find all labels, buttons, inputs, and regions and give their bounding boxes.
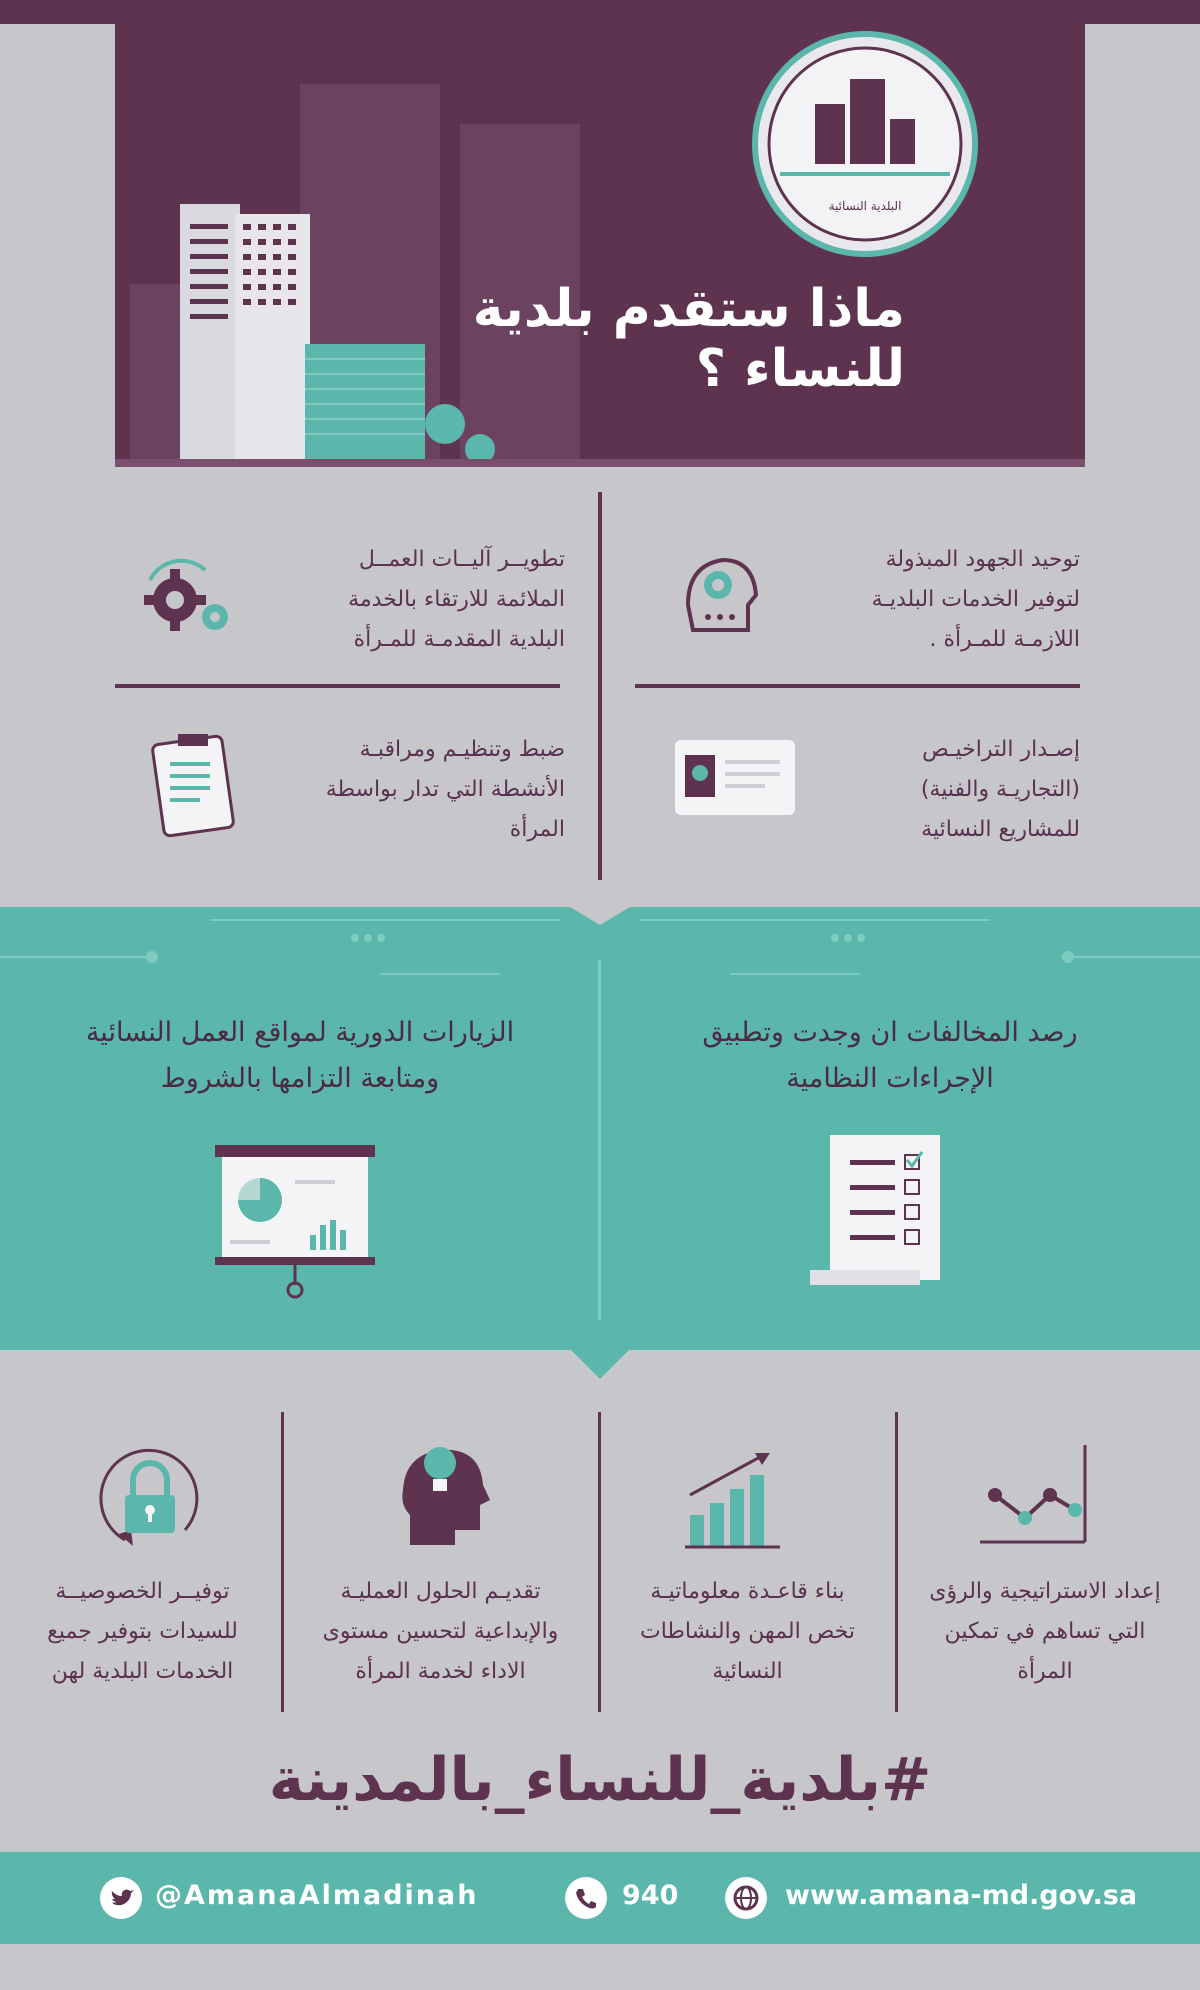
bottom-item-privacy: توفيــر الخصوصيــة للسيدات بتوفير جميع الخدمات البلدية لهن <box>47 1579 238 1684</box>
hero-banner <box>115 24 1085 467</box>
grid-item-regulate-activities: ضبط وتنظيـم ومراقبـة الأنشطة التي تدار بواسطة المرأة <box>325 737 565 842</box>
phone-number[interactable]: 940 <box>622 1880 679 1911</box>
bottom-item-solutions: تقديـم الحلول العمليـة والإبداعية لتحسين مستوى الاداء لخدمة المرأة <box>322 1579 559 1684</box>
teal-divider <box>598 960 601 1320</box>
logo-text: البلدية النسائية <box>828 199 902 213</box>
line-chart-icon <box>975 1440 1095 1550</box>
phone-icon[interactable] <box>565 1877 607 1919</box>
bottom-item-database: بناء قاعـدة معلوماتيـة تخص المهن والنشاطات النسائية <box>639 1579 855 1684</box>
teal-item-periodic-visits: الزيارات الدورية لمواقع العمل النسائية ومتابعة التزامها بالشروط <box>85 1017 515 1094</box>
city-skyline-illustration <box>115 24 1085 467</box>
head-lightbulb-icon <box>395 1435 495 1555</box>
clipboard-icon <box>150 730 240 840</box>
bottom-divider-2 <box>598 1412 601 1712</box>
website-link[interactable]: www.amana-md.gov.sa <box>785 1880 1138 1911</box>
top-bar <box>0 0 1200 24</box>
section-arrow-bottom <box>570 1349 630 1379</box>
grid-item-licenses: إصـدار التراخيـص (التجاريـة والفنية) للمشاريع النسائية <box>920 737 1080 842</box>
bottom-item-strategy: إعداد الاستراتيجية والرؤى التي تساهم في تمكين المرأة <box>929 1579 1161 1684</box>
grid-item-develop-mechanisms: تطويــر آليــات العمــل الملائمة للارتقاء بالخدمة البلدية المقدمـة للمـرأة <box>348 547 565 652</box>
hashtag: #بلدية_للنساء_بالمدينة <box>268 1745 932 1815</box>
bottom-divider-3 <box>895 1412 898 1712</box>
lock-icon <box>95 1440 205 1555</box>
presentation-board-icon <box>210 1140 380 1300</box>
bar-chart-icon <box>680 1445 790 1550</box>
id-card-icon <box>670 735 800 820</box>
grid-item-unify-efforts: توحيد الجهود المبذولة لتوفير الخدمات البلديـة اللازمـة للمـرأة . <box>871 547 1080 652</box>
checklist-icon <box>810 1130 950 1290</box>
gears-icon <box>130 555 240 645</box>
grid-divider-right <box>635 684 1080 688</box>
teal-item-violations: رصد المخالفات ان وجدت وتطبيق الإجراءات النظامية <box>702 1017 1078 1094</box>
bottom-divider-1 <box>281 1412 284 1712</box>
globe-icon[interactable] <box>725 1877 767 1919</box>
grid-divider-left <box>115 684 560 688</box>
page-title: ماذا ستقدم بلدية للنساء ؟ <box>472 279 905 399</box>
twitter-icon[interactable] <box>100 1877 142 1919</box>
grid-divider-vertical <box>598 492 602 880</box>
twitter-handle[interactable]: @AmanaAlmadinah <box>155 1880 479 1911</box>
head-gears-icon <box>668 545 768 645</box>
